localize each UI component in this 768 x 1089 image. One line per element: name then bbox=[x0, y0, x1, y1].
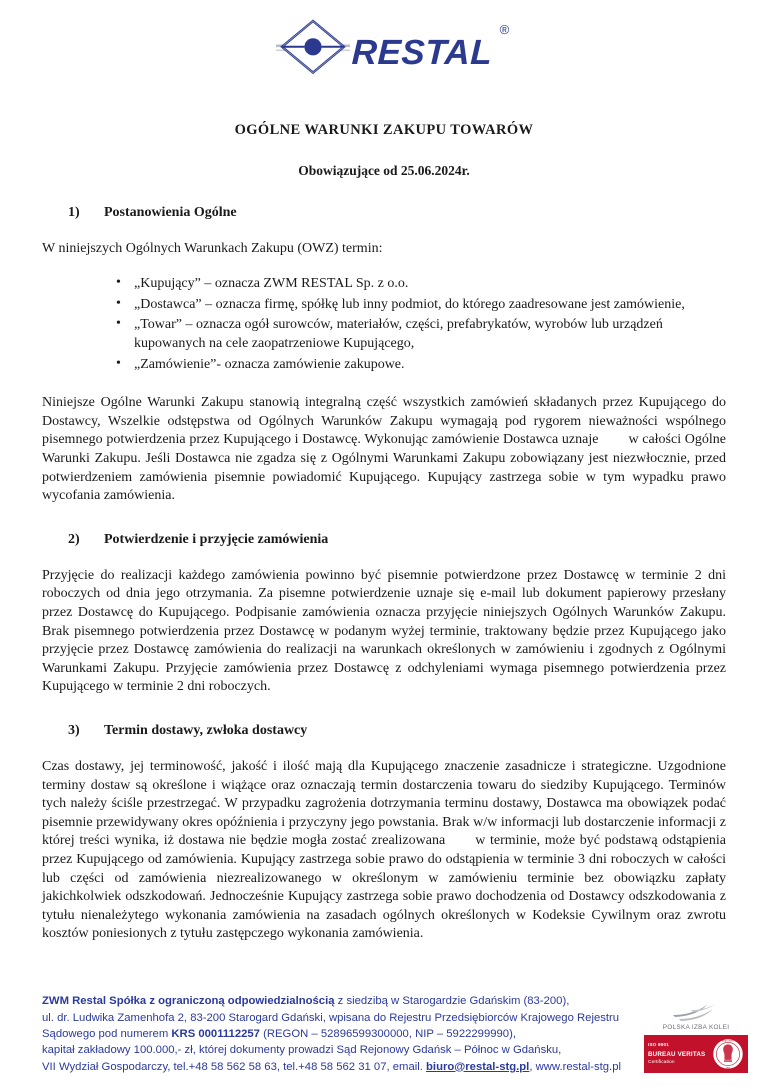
bureau-veritas-text bbox=[648, 1042, 712, 1066]
section-title: Termin dostawy, zwłoka dostawcy bbox=[104, 722, 308, 738]
section-title: Potwierdzenie i przyjęcie zamówienia bbox=[104, 531, 329, 547]
section-1-lead: W niniejszych Ogólnych Warunkach Zakupu (OWZ) termin: bbox=[42, 241, 383, 256]
section-3-paragraph-part-a: Czas dostawy, jej terminowość, jakość i ilość mają dla Kupującego znaczenie zasadnicze i strategiczne. Uzgodnione terminy dostaw są określone i wiążące oraz oznaczają termin dostarczenia towaru do siedziby Kupującego. Terminów tych należy ściśle przestrzegać. W przypadku zagrożenia dotrzymania terminu dostawy, Dostawca ma obowiązek podać pisemnie przewidywany okres opóźnienia i przyczyny jego powstania. Brak w/w informacji lub dostarczenie informacji z której treści wynika, iż dostawa nie będzie mogła zostać zrealizowana bbox=[42, 758, 726, 849]
footer-line-1-rest: z siedzibą w Starogardzie Gdańskim (83-200), bbox=[334, 995, 570, 1008]
list-item: • „Dostawca” – oznacza firmę, spółkę lub inny podmiot, do którego zaadresowane jest zamówienie, bbox=[116, 296, 726, 315]
section-number: 1) bbox=[68, 205, 80, 220]
footer-line-5-rest: , www.restal-stg.pl bbox=[529, 1060, 621, 1073]
section-heading-3 bbox=[42, 723, 726, 739]
section-3-paragraph-part-b: w terminie, może być podstawą odstąpienia przez Kupującego od zamówienia. Kupujący zastrzega sobie prawo do odstąpienia w terminie 3 dni roboczych w całości lub części od zamówienia niezrealizowanego w określonym w zamówieniu terminie bez obowiązku zapłaty jakichkolwiek odszkodowań. Jednocześnie Kupujący zastrzega sobie prawo dochodzenia od Dostawcy odszkodowania z tytułu nienależytego wykonania zamówienia na zasadach ogólnych określonych w Kodeksie Cywilnym oraz zwrotu kosztów poniesionych z tytułu zastępczego wykonania zamówienia. bbox=[42, 833, 726, 942]
section-title: Postanowienia Ogólne bbox=[104, 205, 237, 220]
svg-text:1828: 1828 bbox=[725, 1067, 731, 1070]
section-heading-2 bbox=[42, 532, 726, 548]
footer-line-4: kapitał zakładowy 100.000,- zł, której dokumenty prowadzi Sąd Rejonowy Gdańsk – Północ w Gdańsku, bbox=[42, 1044, 562, 1057]
logo-word: RESTAL bbox=[350, 32, 493, 72]
section-number: 2) bbox=[68, 531, 80, 547]
page-title: OGÓLNE WARUNKI ZAKUPU TOWARÓW bbox=[234, 122, 534, 138]
section-2-paragraph: Przyjęcie do realizacji każdego zamówienia powinno być pisemnie potwierdzone przez Dostawcę w terminie 2 dni roboczych od dnia jego otrzymania. Za pisemne potwierdzenie uznaje się e-mail lub dokument papierowy przesłany przez Dostawcę do Kupującego. Podpisanie zamówienia oznacza przyjęcie niniejszych Ogólnych Warunków Zakupu. Brak pisemnego potwierdzenia przez Dostawcę w podanym wyżej terminie, traktowany będzie przez Kupującego jako przyjęcie przez Dostawcę zamówienia do realizacji na warunkach określonych w zamówieniu i zgodnych z Ogólnymi Warunkami Zakupu. Przyjęcie zamówienia przez Dostawcę z odchyleniami wymaga pisemnego potwierdzenia przez Kupującego w terminie 2 dni roboczych. bbox=[42, 567, 726, 695]
restal-diamond-logo-icon bbox=[276, 18, 350, 76]
footer-line-2: ul. dr. Ludwika Zamenhofa 2, 83-200 Starogard Gdański, wpisana do Rejestru Przedsiębiorców Krajowego Rejestru bbox=[42, 1011, 620, 1024]
footer-line-3-pre: Sądowego pod numerem bbox=[42, 1027, 172, 1040]
bureau-veritas-badge bbox=[644, 1035, 748, 1073]
section-1-paragraph-part-a: Niniejsze Ogólne Warunki Zakupu stanowią integralną część wszystkich zamówień składanych przez Kupującego do Dostawcy, Wszelkie odstępstwa od Ogólnych Warunków Zakupu wymagają pod rygorem nieważności wspólnego pisemnego potwierdzenia przez Kupującego i Dostawcę. Wykonując zamówienie Dostawca uznaje bbox=[42, 395, 726, 448]
restal-wordmark bbox=[350, 21, 510, 72]
section-heading-1 bbox=[42, 205, 726, 221]
footer-line-3-rest: (REGON – 52896599300000, NIP – 5922299990), bbox=[259, 1027, 516, 1040]
bureau-veritas-name-label: BUREAU VERITAS bbox=[648, 1051, 706, 1059]
bureau-veritas-iso-label: ISO 9001 bbox=[648, 1041, 670, 1047]
list-item: • „Towar” – oznacza ogół surowców, materiałów, części, prefabrykatów, wyrobów lub urządzeń kupowanych na cele zaopatrzeniowe Kupującego, bbox=[116, 316, 726, 354]
svg-text:BUREAU VERITAS: BUREAU VERITAS bbox=[719, 1040, 737, 1043]
restal-logo bbox=[276, 18, 510, 76]
footer-email-link[interactable]: biuro@restal-stg.pl bbox=[426, 1060, 530, 1073]
section-1-paragraph-part-b: w całości Ogólne Warunki Zakupu. Jeśli Dostawca nie zgadza się z Ogólnymi Warunkami Zakupu zobowiązany jest niezwłocznie, przed potwierdzeniem zamówienia pisemnie powiadomić Kupującego. Kupujący zastrzega sobie w tym wypadku prawo wycofania zamówienia. bbox=[42, 432, 726, 504]
footer-line-1 bbox=[42, 993, 636, 1009]
section-1-paragraph bbox=[42, 394, 726, 506]
footer-line-5 bbox=[42, 1059, 636, 1075]
bureau-veritas-seal-icon bbox=[712, 1038, 744, 1070]
footer-company-name: ZWM Restal Spółka z ograniczoną odpowiedzialnością bbox=[42, 995, 335, 1008]
railway-swoosh-icon bbox=[669, 1001, 723, 1023]
definitions-list bbox=[42, 275, 726, 375]
footer-line-3 bbox=[42, 1026, 636, 1042]
polska-izba-kolei-badge bbox=[644, 1001, 748, 1031]
footer-krs-number: KRS 0001112257 bbox=[171, 1027, 260, 1040]
section-3-paragraph bbox=[42, 758, 726, 944]
footer-badges bbox=[644, 1001, 748, 1073]
polska-izba-kolei-label: POLSKA IZBA KOLEI bbox=[662, 1024, 730, 1031]
footer-line-5-pre: VII Wydział Gospodarczy, tel.+48 58 562 58 63, tel.+48 58 562 31 07, email. bbox=[42, 1060, 427, 1073]
page-subtitle: Obowiązujące od 25.06.2024r. bbox=[298, 163, 470, 178]
section-number: 3) bbox=[68, 722, 80, 738]
document-header bbox=[42, 0, 726, 82]
bureau-veritas-certification-label: Certification bbox=[648, 1059, 675, 1065]
footer-company-details bbox=[42, 993, 636, 1075]
registered-trademark-icon: ® bbox=[499, 21, 510, 37]
list-item: • „Zamówienie”- oznacza zamówienie zakupowe. bbox=[116, 356, 726, 375]
list-item: • „Kupujący” – oznacza ZWM RESTAL Sp. z o.o. bbox=[116, 275, 726, 294]
document-footer bbox=[42, 993, 748, 1075]
